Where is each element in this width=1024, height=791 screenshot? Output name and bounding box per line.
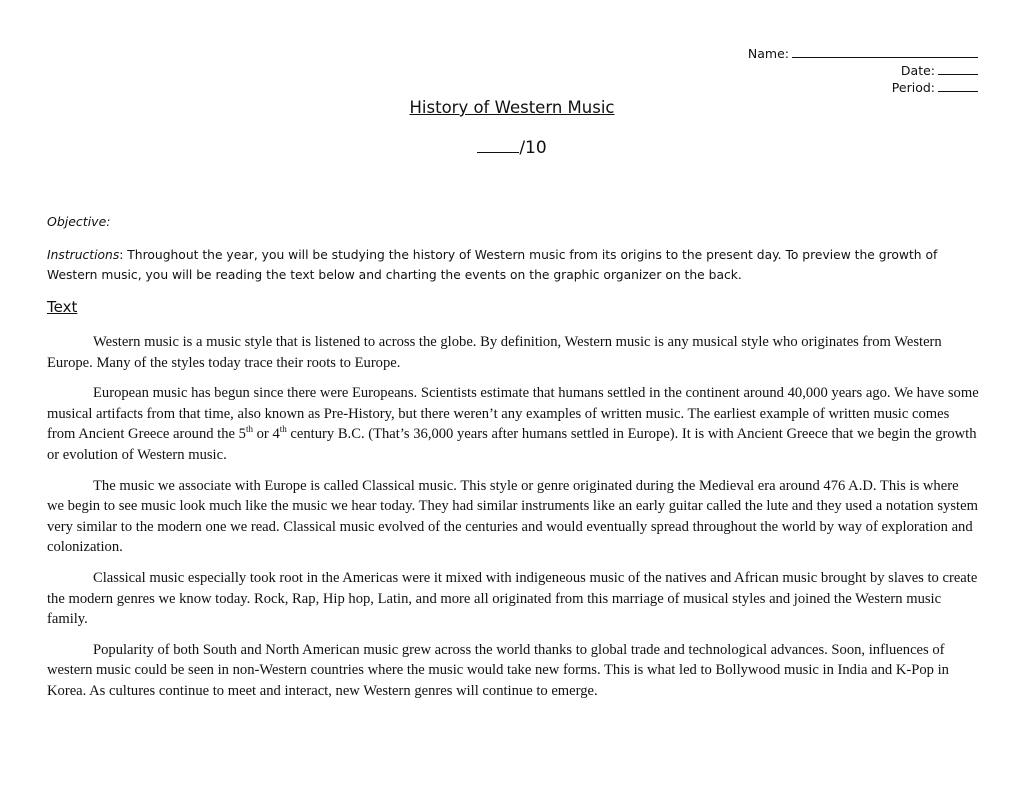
period-field[interactable] — [748, 79, 978, 96]
name-blank[interactable] — [792, 45, 978, 58]
student-info-fields — [748, 45, 978, 96]
paragraph-3: The music we associate with Europe is called Classical music. This style or genre originated during the Medieval era around 476 A.D. This is where we begin to see music look much like the music we hear today. They had similar instruments like an early guitar called the lute and they used a notation system very similar to the modern one we read. Classical music evolved of the centuries and would eventually spread throughout the world by way of exploration and colonization. — [47, 477, 978, 556]
paragraph-2-part-c: century B.C. (That’s 36,000 years after humans settled in Europe). It is with Ancient Greece that we begin the growth or evolution of Western music. — [47, 426, 977, 463]
paragraph-2-part-a: European music has begun since there were Europeans. Scientists estimate that humans settled in the continent around 40,000 years ago. We have some musical artifacts from that time, also known as Pre-History, but there weren’t any examples of written music. The earliest example of written music comes from Ancient Greece around the 5 — [47, 385, 979, 443]
name-label: Name: — [747, 46, 789, 61]
reading-text — [47, 332, 979, 712]
page-title: History of Western Music — [409, 98, 615, 117]
superscript-th-2: th — [279, 424, 287, 435]
paragraph-2-part-b: or 4 — [252, 426, 280, 443]
section-heading-text: Text — [47, 298, 78, 316]
paragraph-2 — [47, 383, 979, 465]
date-field[interactable] — [748, 62, 978, 79]
date-label: Date: — [900, 63, 935, 78]
instructions-label: Instructions — [47, 248, 120, 262]
score-blank[interactable] — [477, 138, 519, 153]
instructions — [47, 245, 982, 285]
name-field[interactable] — [748, 45, 978, 62]
score-line — [0, 138, 1024, 158]
period-blank[interactable] — [938, 79, 978, 92]
paragraph-5: Popularity of both South and North American music grew across the world thanks to global trade and technological advances. Soon, influences of western music could be seen in non-Western countries where the music would take new forms. This is what led to Bollywood music in India and K-Pop in Korea. As cultures continue to meet and interact, new Western genres will continue to emerge. — [47, 641, 949, 699]
paragraph-1: Western music is a music style that is listened to across the globe. By definition, Western music is any musical style who originates from Western Europe. Many of the styles today trace their roots to Europe. — [47, 334, 942, 371]
score-total: /10 — [519, 138, 547, 158]
paragraph-4: Classical music especially took root in the Americas were it mixed with indigeneous music of the natives and African music brought by slaves to create the modern genres we know today. Rock, Rap, Hip hop, Latin, and more all originated from this marriage of musical styles and joined the Western music family. — [47, 569, 978, 628]
period-label: Period: — [891, 80, 935, 95]
superscript-th-1: th — [245, 424, 253, 435]
date-blank[interactable] — [938, 62, 978, 75]
instructions-text: : Throughout the year, you will be studying the history of Western music from its origins to the present day. To preview the growth of Western music, you will be reading the text below and charting the events on the graphic organizer on the back. — [47, 248, 938, 282]
objective-label: Objective: — [47, 214, 111, 229]
